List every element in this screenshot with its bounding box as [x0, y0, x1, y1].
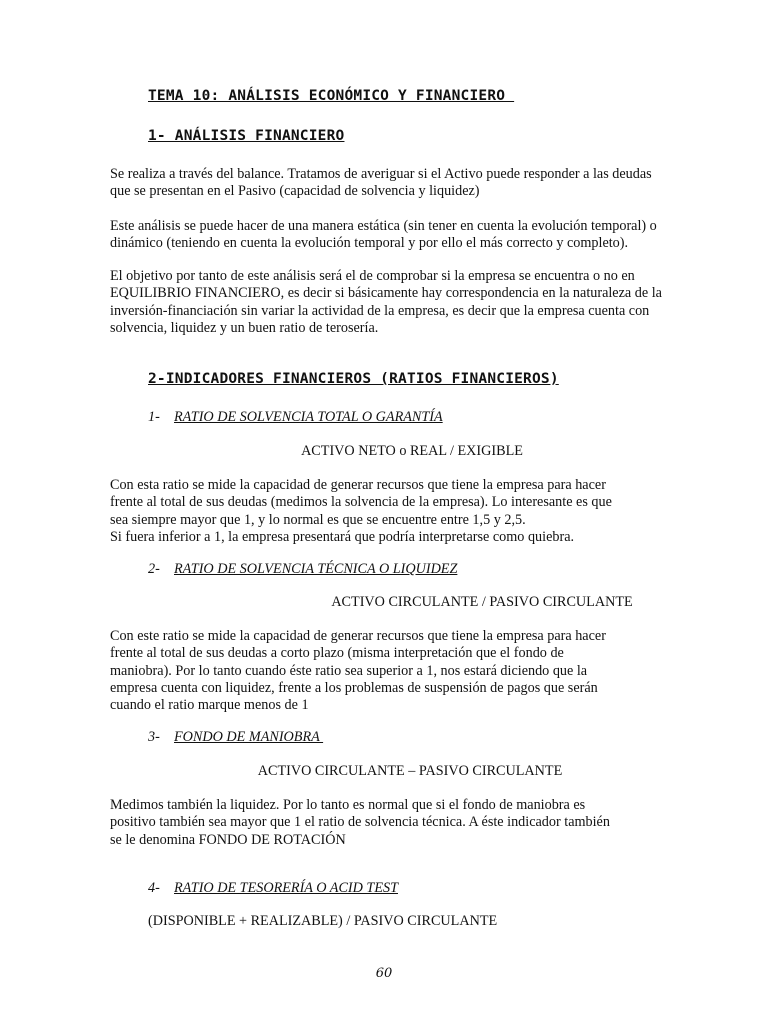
ratio-item-1-heading [148, 409, 443, 426]
paragraph-line: Este análisis se puede hacer de una manera estática (sin tener en cuenta la evolución temporal) o [110, 218, 657, 234]
paragraph-line: EQUILIBRIO FINANCIERO, es decir si básicamente hay correspondencia en la naturaleza de la [110, 285, 662, 302]
paragraph-line: que se presentan en el Pasivo (capacidad de solvencia y liquidez) [110, 183, 480, 200]
document-title: TEMA 10: ANÁLISIS ECONÓMICO Y FINANCIERO [148, 88, 515, 104]
item-number: 3- [148, 729, 160, 745]
ratio-item-2-text [110, 628, 714, 714]
section-1-paragraph-3 [110, 268, 714, 337]
ratio-item-2-heading [148, 561, 457, 578]
paragraph-line: se le denomina FONDO DE ROTACIÓN [110, 831, 346, 848]
ratio-item-3-heading [148, 729, 323, 746]
paragraph-line: Si fuera inferior a 1, la empresa presentará que podría interpretarse como quiebra. [110, 528, 575, 545]
paragraph-line: sea siempre mayor que 1, y lo normal es que se encuentre entre 1,5 y 2,5. [110, 511, 526, 528]
ratio-item-1-formula: ACTIVO NETO o REAL / EXIGIBLE [301, 443, 523, 459]
item-number: 1- [148, 409, 160, 425]
ratio-item-3-formula: ACTIVO CIRCULANTE – PASIVO CIRCULANTE [257, 763, 563, 779]
ratio-item-2-formula: ACTIVO CIRCULANTE / PASIVO CIRCULANTE [331, 594, 633, 610]
paragraph-line: positivo también sea mayor que 1 el ratio de solvencia técnica. A éste indicador también [110, 814, 610, 831]
section-1-paragraph-1 [110, 166, 714, 201]
item-label: RATIO DE SOLVENCIA TOTAL O GARANTÍA [174, 409, 443, 425]
paragraph-line: Se realiza a través del balance. Tratamos de averiguar si el Activo puede responder a las deudas [110, 166, 652, 182]
ratio-item-4-heading [148, 880, 398, 897]
paragraph-line: El objetivo por tanto de este análisis será el de comprobar si la empresa se encuentra o no en [110, 268, 635, 284]
paragraph-line: solvencia, liquidez y un buen ratio de terosería. [110, 319, 379, 336]
paragraph-line: dinámico (teniendo en cuenta la evolución temporal y por ello el más correcto y completo). [110, 235, 629, 252]
paragraph-line: empresa cuenta con liquidez, frente a los problemas de suspensión de pagos que serán [110, 679, 598, 696]
item-label: RATIO DE SOLVENCIA TÉCNICA O LIQUIDEZ [174, 561, 458, 577]
item-number: 4- [148, 880, 160, 896]
paragraph-line: maniobra). Por lo tanto cuando éste ratio sea superior a 1, nos estará diciendo que la [110, 662, 588, 679]
item-number: 2- [148, 561, 160, 577]
paragraph-line: inversión-financiación sin variar la actividad de la empresa, es decir que la empresa cuenta con [110, 302, 650, 319]
paragraph-line: Con esta ratio se mide la capacidad de generar recursos que tiene la empresa para hacer [110, 477, 606, 493]
section-2-heading: 2-INDICADORES FINANCIEROS (RATIOS FINANCIEROS) [148, 371, 559, 387]
ratio-item-4-formula: (DISPONIBLE + REALIZABLE) / PASIVO CIRCULANTE [148, 913, 498, 929]
paragraph-line: frente al total de sus deudas a corto plazo (misma interpretación que el fondo de [110, 645, 564, 662]
paragraph-line: frente al total de sus deudas (medimos la solvencia de la empresa). Lo interesante es que [110, 494, 612, 511]
item-label: RATIO DE TESORERÍA O ACID TEST [174, 880, 398, 896]
page-number: 60 [375, 966, 393, 981]
section-1-heading: 1- ANÁLISIS FINANCIERO [148, 128, 345, 144]
item-label: FONDO DE MANIOBRA [174, 729, 324, 745]
section-1-paragraph-2 [110, 218, 714, 253]
paragraph-line: cuando el ratio marque menos de 1 [110, 697, 309, 714]
ratio-item-1-text [110, 477, 714, 546]
paragraph-line: Medimos también la liquidez. Por lo tanto es normal que si el fondo de maniobra es [110, 797, 586, 813]
ratio-item-3-text [110, 797, 714, 849]
paragraph-line: Con este ratio se mide la capacidad de generar recursos que tiene la empresa para hacer [110, 628, 606, 644]
